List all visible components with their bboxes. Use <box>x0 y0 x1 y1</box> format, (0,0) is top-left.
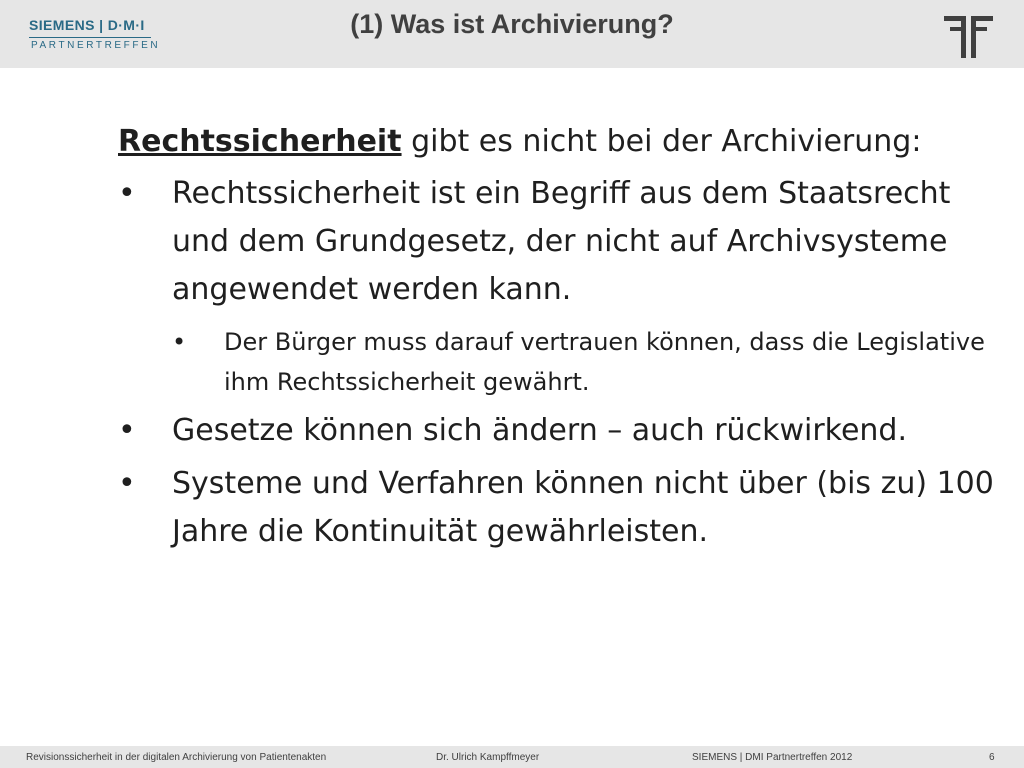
bullet-item <box>118 460 998 556</box>
sub-bullet-icon: • <box>172 328 187 356</box>
footer-author: Dr. Ulrich Kampffmeyer <box>436 752 540 763</box>
bullet-list <box>118 170 998 556</box>
sub-bullet-text: Der Bürger muss darauf vertrauen können, dass die Legislative ihm Rechtssicherheit gewährt. <box>224 328 985 396</box>
footer-presentation-title: Revisionssicherheit in der digitalen Archivierung von Patientenakten <box>26 752 327 763</box>
sub-bullet-list <box>172 322 998 402</box>
sub-bullet-item <box>172 322 998 402</box>
footer-page-number: 6 <box>989 752 995 763</box>
slide-title: (1) Was ist Archivierung? <box>350 9 674 39</box>
footer-bar <box>0 746 1024 768</box>
lead-statement <box>118 120 998 164</box>
lead-emphasis: Rechtssicherheit <box>118 124 402 159</box>
bullet-icon: • <box>118 413 136 448</box>
bullet-item <box>118 170 998 402</box>
bullet-item <box>118 407 998 455</box>
bullet-icon: • <box>118 466 136 501</box>
bullet-text: Rechtssicherheit ist ein Begriff aus dem Staatsrecht und dem Grundgesetz, der nicht auf Archivsysteme angewendet werden kann. <box>172 176 951 307</box>
lead-rest: gibt es nicht bei der Archivierung: <box>401 124 922 159</box>
brand-mark-icon <box>944 16 994 58</box>
bullet-text: Gesetze können sich ändern – auch rückwirkend. <box>172 413 907 448</box>
bullet-text: Systeme und Verfahren können nicht über (bis zu) 100 Jahre die Kontinuität gewährleisten. <box>172 466 994 549</box>
bullet-icon: • <box>118 176 136 211</box>
logo-wordmark: SIEMENS | D·M·I <box>29 17 145 33</box>
footer-event: SIEMENS | DMI Partnertreffen 2012 <box>692 752 853 763</box>
slide-body <box>118 120 998 561</box>
logo-subtitle: PARTNERTREFFEN <box>31 40 161 51</box>
header-bar <box>0 0 1024 68</box>
